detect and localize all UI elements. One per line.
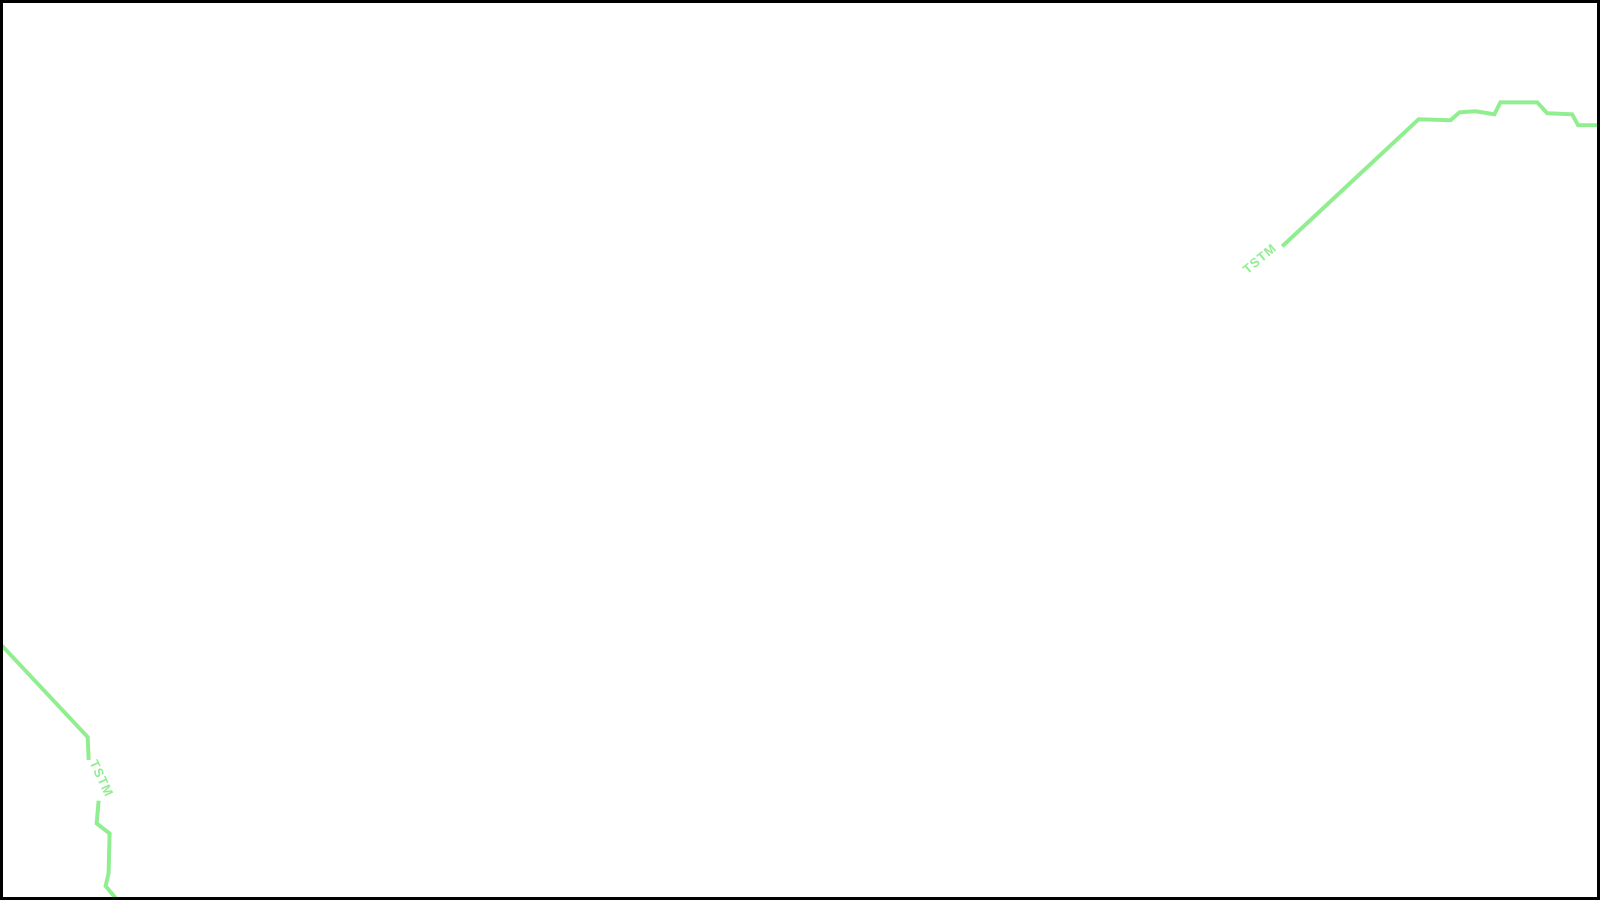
outlook-map-canvas (3, 3, 1597, 897)
tstm-contour-southwest-segment-2 (97, 801, 116, 897)
tstm-contour-southwest-segment-1 (3, 646, 89, 760)
tstm-contour-northeast-segment-1 (1282, 102, 1597, 246)
tstm-contour-northeast-label: TSTM (1239, 240, 1280, 277)
tstm-contour-southwest-label: TSTM (86, 757, 117, 800)
